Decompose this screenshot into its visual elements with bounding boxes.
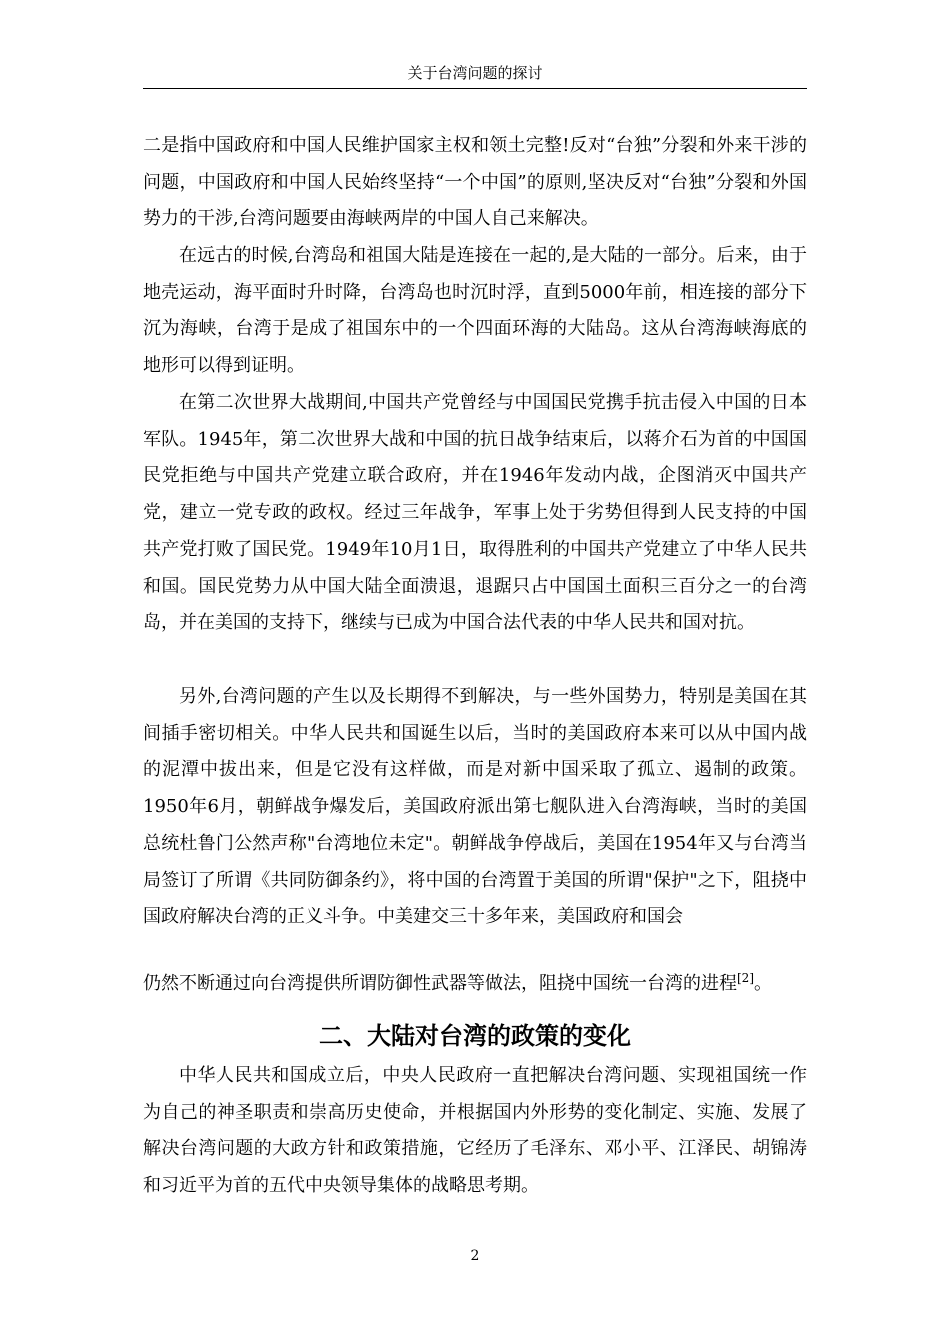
paragraph-3: 在第二次世界大战期间,中国共产党曾经与中国国民党携手抗击侵入中国的日本军队。1945年，第二次世界大战和中国的抗日战争结束后，以蒋介石为首的中国国民党拒绝与中国共产党建立联合政府，并在1946年发动内战，企图消灭中国共产党，建立一党专政的政权。经过三年战争，军事上处于劣势但得到人民支持的中国共产党打败了国民党。1949年10月1日，取得胜利的中国共产党建立了中华人民共和国。国民党势力从中国大陆全面溃退，退踞只占中国国土面积三百分之一的台湾岛，并在美国的支持下，继续与已成为中国合法代表的中华人民共和国对抗。 <box>143 392 807 634</box>
paragraph-6: 中华人民共和国成立后，中央人民政府一直把解决台湾问题、实现祖国统一作为自己的神圣职责和崇高历史使命，并根据国内外形势的变化制定、实施、发展了解决台湾问题的大政方针和政策措施，它经历了毛泽东、邓小平、江泽民、胡锦涛和习近平为首的五代中央领导集体的战略思考期。 <box>143 1065 807 1197</box>
section-title: 二、大陆对台湾的政策的变化 <box>319 1021 631 1050</box>
page-footer <box>143 1246 807 1266</box>
page-number: 2 <box>470 1248 480 1264</box>
paragraph-2: 在远古的时候,台湾岛和祖国大陆是连接在一起的,是大陆的一部分。后来，由于地壳运动，海平面时升时降，台湾岛也时沉时浮，直到5000年前，相连接的部分下沉为海峡，台湾于是成了祖国东中的一个四面环海的大陆岛。这从台湾海峡海底的地形可以得到证明。 <box>143 245 807 377</box>
running-header <box>143 58 807 89</box>
paragraph-1: 二是指中国政府和中国人民维护国家主权和领土完整!反对“台独”分裂和外来干涉的问题，中国政府和中国人民始终坚持“一个中国”的原则,坚决反对“台独”分裂和外国势力的干涉,台湾问题要由海峡两岸的中国人自己来解决。 <box>143 135 807 230</box>
citation-reference: [2] <box>737 971 754 985</box>
paragraph-5-end: 。 <box>754 973 772 994</box>
header-title: 关于台湾问题的探讨 <box>407 64 543 82</box>
paragraph-5 <box>143 966 807 1003</box>
paragraph-4: 另外,台湾问题的产生以及长期得不到解决，与一些外国势力，特别是美国在其间插手密切相关。中华人民共和国诞生以后，当时的美国政府本来可以从中国内战的泥潭中拔出来，但是它没有这样做，而是对新中国采取了孤立、遏制的政策。1950年6月，朝鲜战争爆发后，美国政府派出第七舰队进入台湾海峡，当时的美国总统杜鲁门公然声称"台湾地位未定"。朝鲜战争停战后，美国在1954年又与台湾当局签订了所谓《共同防御条约》，将中国的台湾置于美国的所谓"保护"之下，阻挠中国政府解决台湾的正义斗争。中美建交三十多年来，美国政府和国会 <box>143 686 807 928</box>
paragraph-5-text: 仍然不断通过向台湾提供所谓防御性武器等做法，阻挠中国统一台湾的进程 <box>143 973 737 994</box>
